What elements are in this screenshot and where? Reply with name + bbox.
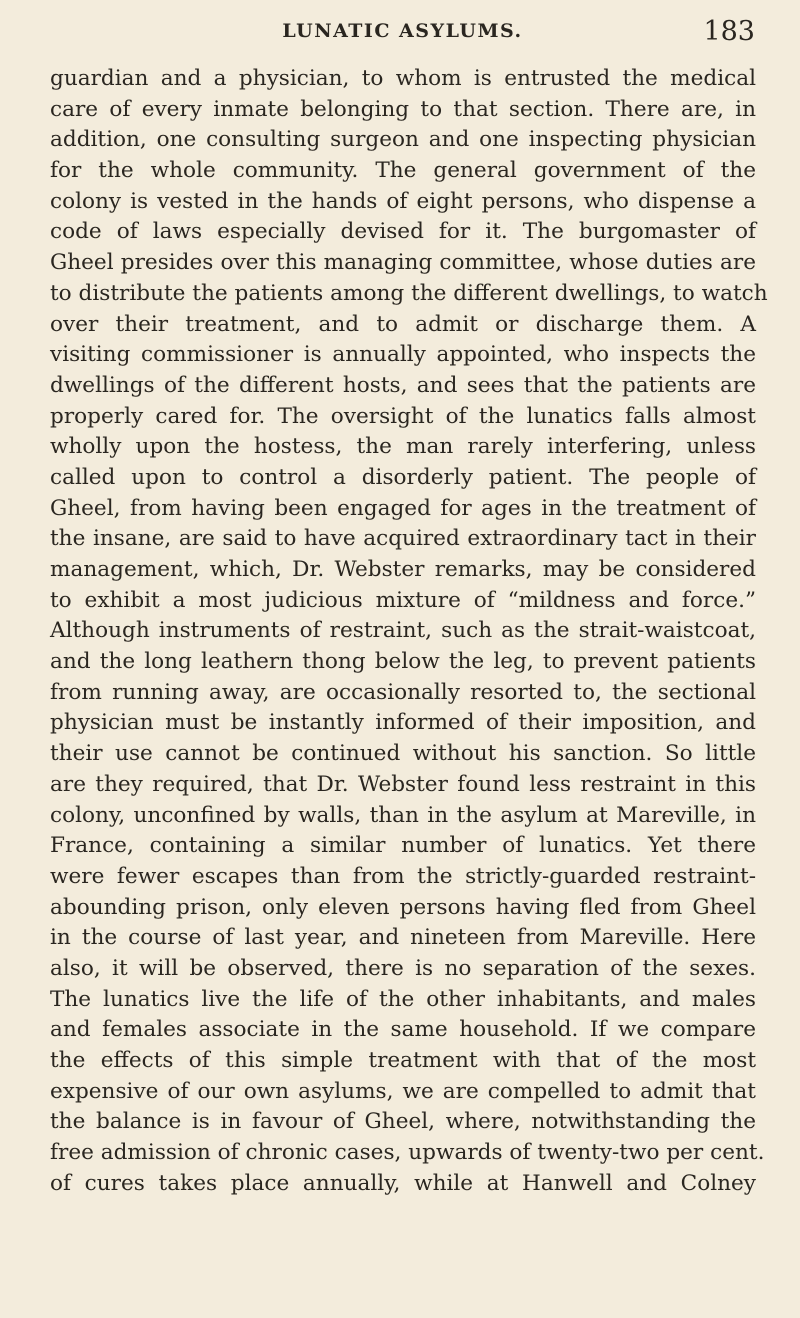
text-line: the insane, are said to have acquired extraordinary tact in their <box>50 526 756 552</box>
text-line: management, which, Dr. Webster remarks, may be considered <box>50 557 756 582</box>
text-line: abounding prison, only eleven persons having fled from Gheel <box>50 894 756 920</box>
text-line: Gheel presides over this managing committee, whose duties are <box>50 250 756 276</box>
text-line: free admission of chronic cases, upwards of twenty-two per cent. <box>50 1140 765 1166</box>
text-line: wholly upon the hostess, the man rarely interfering, unless <box>50 434 756 460</box>
text-line: to exhibit a most judicious mixture of “mildness and force.” <box>50 587 756 613</box>
text-line: are they required, that Dr. Webster found less restraint in this <box>50 771 756 797</box>
text-line: and females associate in the same household. If we compare <box>50 1017 756 1043</box>
text-line: their use cannot be continued without his sanction. So little <box>50 741 756 767</box>
text-line: addition, one consulting surgeon and one inspecting physician <box>50 127 756 153</box>
text-line: The lunatics live the life of the other inhabitants, and males <box>50 986 756 1012</box>
text-line: dwellings of the different hosts, and sees that the patients are <box>50 372 756 398</box>
running-title: LUNATIC ASYLUMS. <box>282 20 523 42</box>
text-line: to distribute the patients among the different dwellings, to watch <box>50 280 768 306</box>
text-line: the effects of this simple treatment with that of the most <box>50 1048 756 1073</box>
text-line: expensive of our own asylums, we are compelled to admit that <box>50 1078 756 1104</box>
text-line: Although instruments of restraint, such as the strait-waistcoat, <box>50 618 756 644</box>
text-line: guardian and a physician, to whom is entrusted the medical <box>50 66 756 91</box>
text-line: Gheel, from having been engaged for ages in the treatment of <box>50 495 756 521</box>
text-line: were fewer escapes than from the strictly-guarded restraint- <box>50 863 756 889</box>
text-line: properly cared for. The oversight of the lunatics falls almost <box>50 403 756 429</box>
text-line: for the whole community. The general government of the <box>50 158 756 184</box>
text-line: code of laws especially devised for it. The burgomaster of <box>50 219 756 245</box>
text-line: colony, unconfined by walls, than in the asylum at Mareville, in <box>50 802 756 828</box>
body-text <box>50 64 768 1199</box>
page-number: 183 <box>703 16 755 47</box>
text-line: and the long leathern thong below the leg, to prevent patients <box>50 649 756 675</box>
text-line: called upon to control a disorderly patient. The people of <box>50 464 756 490</box>
text-line: also, it will be observed, there is no separation of the sexes. <box>50 955 756 981</box>
text-line: colony is vested in the hands of eight persons, who dispense a <box>50 188 756 214</box>
text-line: France, containing a similar number of lunatics. Yet there <box>50 833 756 859</box>
text-line: of cures takes place annually, while at Hanwell and Colney <box>50 1170 756 1196</box>
text-line: the balance is in favour of Gheel, where, notwithstanding the <box>50 1109 756 1135</box>
text-line: from running away, are occasionally resorted to, the sectional <box>50 679 756 705</box>
text-line: visiting commissioner is annually appointed, who inspects the <box>50 342 756 368</box>
running-head <box>50 16 755 50</box>
text-line: over their treatment, and to admit or discharge them. A <box>50 311 756 337</box>
text-line: in the course of last year, and nineteen from Mareville. Here <box>50 925 756 951</box>
text-line: physician must be instantly informed of their imposition, and <box>50 710 756 736</box>
text-line: care of every inmate belonging to that section. There are, in <box>50 96 756 122</box>
